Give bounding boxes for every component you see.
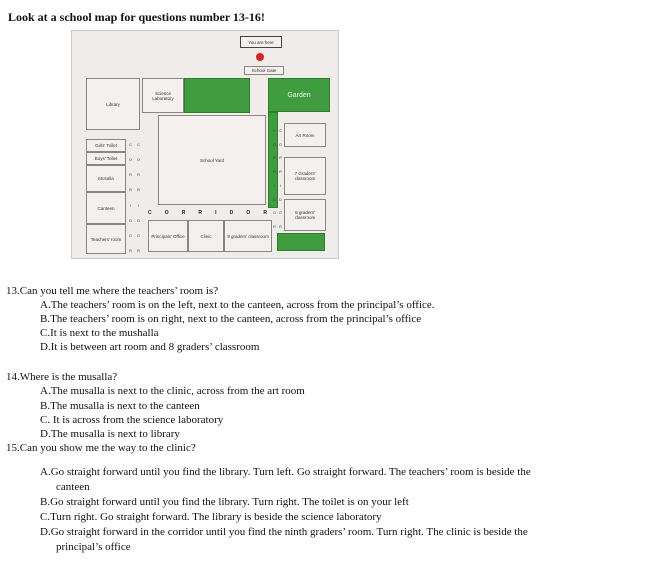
musalla-room: Musalla bbox=[86, 165, 126, 192]
q14-option-d[interactable]: D.The musalla is next to library bbox=[40, 428, 180, 440]
school-map bbox=[71, 30, 339, 259]
teachers-room: Teachers' room bbox=[86, 224, 126, 254]
q15-option-b[interactable]: B.Go straight forward until you find the library. Turn right. The toilet is on your left bbox=[40, 496, 409, 508]
green-corner bbox=[277, 233, 325, 251]
question-14: 14.Where is the musalla? bbox=[6, 371, 118, 383]
q15-option-a-continued: canteen bbox=[56, 481, 90, 493]
school-yard: School Yard bbox=[158, 115, 266, 205]
corridor-right-2: C O R R I D O R bbox=[279, 129, 282, 229]
q15-option-c[interactable]: C.Turn right. Go straight forward. The library is beside the science laboratory bbox=[40, 511, 382, 523]
q15-option-a[interactable]: A.Go straight forward until you find the library. Turn left. Go straight forward. The teachers’ room is beside the bbox=[40, 466, 531, 478]
q14-option-b[interactable]: B.The musalla is next to the canteen bbox=[40, 400, 200, 412]
q13-option-b[interactable]: B.The teachers’ room is on right, next to the canteen, across from the principal’s office bbox=[40, 313, 422, 325]
question-15: 15.Can you show me the way to the clinic? bbox=[6, 442, 196, 454]
q13-option-d[interactable]: D.It is between art room and 8 graders’ classroom bbox=[40, 341, 260, 353]
location-pin-icon bbox=[256, 53, 264, 61]
library-room: Library bbox=[86, 78, 140, 130]
seventh-graders-room: 7 Graders' classroom bbox=[284, 157, 326, 195]
art-room: Art Room bbox=[284, 123, 326, 147]
eighth-graders-room: 8 graders' classroom bbox=[284, 199, 326, 231]
girls-toilet-room: Girls' Toilet bbox=[86, 139, 126, 152]
question-13: 13.Can you tell me where the teachers’ room is? bbox=[6, 285, 219, 297]
clinic-room: Clinic bbox=[188, 220, 224, 252]
boys-toilet-room: Boys' Toilet bbox=[86, 152, 126, 165]
you-are-here-sign: You are here bbox=[240, 36, 282, 48]
q13-option-c[interactable]: C.It is next to the mushalla bbox=[40, 327, 159, 339]
school-gate: School Gate bbox=[244, 66, 284, 75]
q14-option-c[interactable]: C. It is across from the science laboratory bbox=[40, 414, 224, 426]
green-area bbox=[184, 78, 250, 113]
science-lab-room: Science Laboratory bbox=[142, 78, 184, 113]
garden-area: Garden bbox=[268, 78, 330, 112]
principals-office-room: Principals' Office bbox=[148, 220, 188, 252]
corridor-left-2: C O R R I D O R bbox=[137, 143, 140, 253]
corridor-label: C O R R I D O R bbox=[148, 210, 268, 216]
corridor-left-1: C O R R I D O R bbox=[129, 143, 132, 253]
page-title: Look at a school map for questions number 13-16! bbox=[8, 10, 265, 24]
corridor-right-1: C O R R I D O R bbox=[273, 129, 276, 229]
ninth-graders-room: 9 graders' classroom bbox=[224, 220, 272, 252]
q14-option-a[interactable]: A.The musalla is next to the clinic, across from the art room bbox=[40, 385, 305, 397]
q15-option-d-continued: principal’s office bbox=[56, 541, 131, 553]
q15-option-d[interactable]: D.Go straight forward in the corridor until you find the ninth graders’ room. Turn right. The clinic is beside the bbox=[40, 526, 528, 538]
canteen-room: Canteen bbox=[86, 192, 126, 224]
q13-option-a[interactable]: A.The teachers’ room is on the left, next to the canteen, across from the principal’s office. bbox=[40, 299, 435, 311]
